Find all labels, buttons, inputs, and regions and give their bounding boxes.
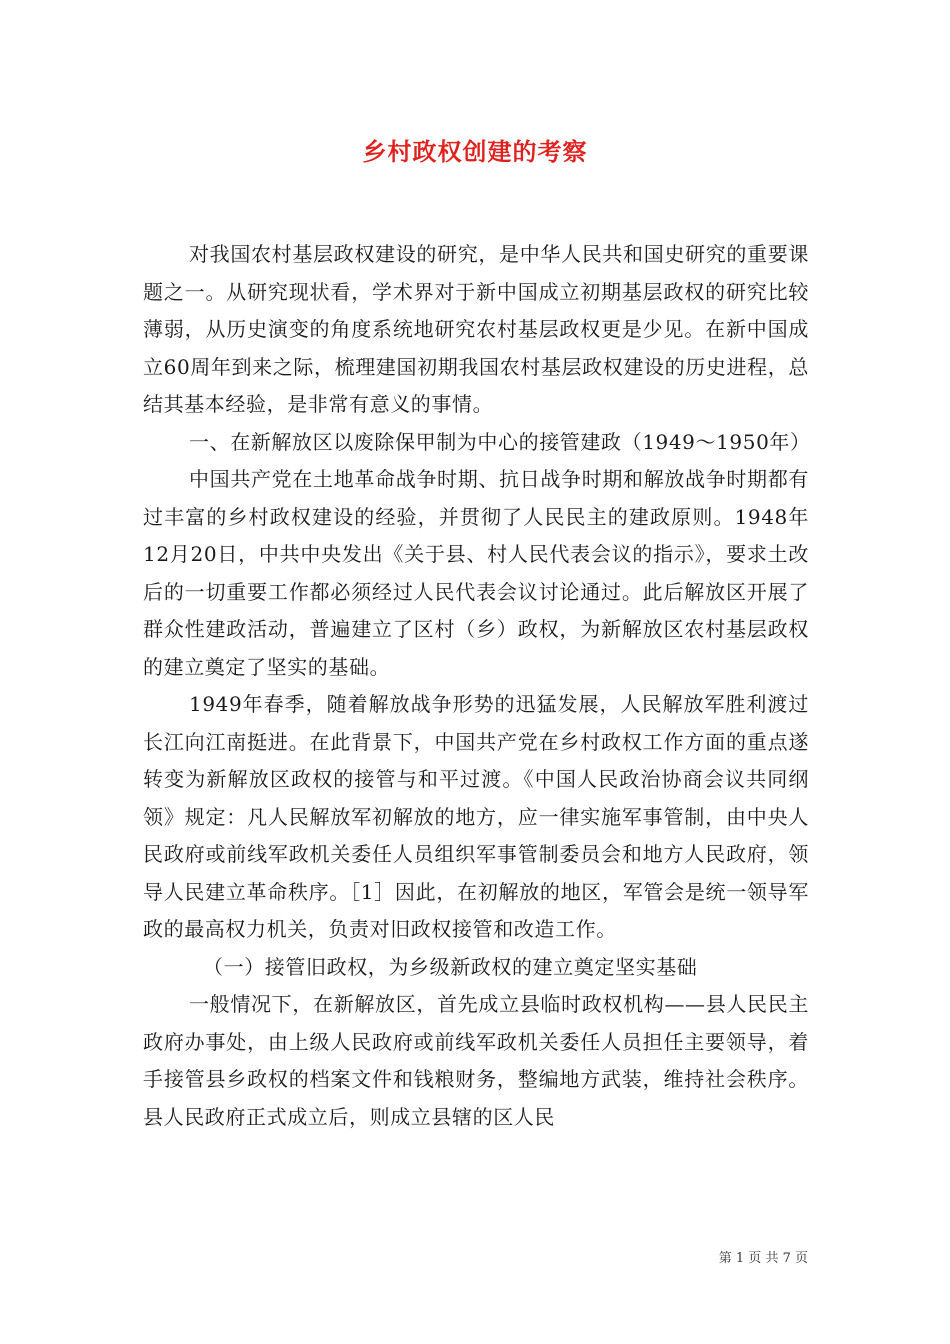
paragraph: 1949年春季，随着解放战争形势的迅猛发展，人民解放军胜利渡过长江向江南挺进。在此背景下，中国共产党在乡村政权工作方面的重点遂转变为新解放区政权的接管与和平过渡。《中国人民政治协商会议共同纲领》规定：凡人民解放军初解放的地方，应一律实施军事管制，由中央人民政府或前线军政机关委任人员组织军事管制委员会和地方人民政府，领导人民建立革命秩序。［1］因此，在初解放的地区，军管会是统一领导军政的最高权力机关，负责对旧政权接管和改造工作。 [143,692,809,941]
document-body [143,236,809,1136]
paragraph: 中国共产党在土地革命战争时期、抗日战争时期和解放战争时期都有过丰富的乡村政权建设的经验，并贯彻了人民民主的建政原则。1948年12月20日，中共中央发出《关于县、村人民代表会议的指示》，要求土改后的一切重要工作都必须经过人民代表会议讨论通过。此后解放区开展了群众性建政活动，普遍建立了区村（乡）政权，为新解放区农村基层政权的建立奠定了坚实的基础。 [143,467,809,679]
paragraph: 一般情况下，在新解放区，首先成立县临时政权机构——县人民民主政府办事处，由上级人民政府或前线军政机关委任人员担任主要领导，着手接管县乡政权的档案文件和钱粮财务，整编地方武装，维持社会秩序。县人民政府正式成立后，则成立县辖的区人民 [143,992,809,1129]
section-heading-1: 一、在新解放区以废除保甲制为中心的接管建政（1949～1950年） [189,429,811,454]
document-title: 乡村政权创建的考察 [362,137,588,166]
paragraph-intro: 对我国农村基层政权建设的研究，是中华人民共和国史研究的重要课题之一。从研究现状看，学术界对于新中国成立初期基层政权的研究比较薄弱，从历史演变的角度系统地研究农村基层政权更是少见。在新中国成立60周年到来之际，梳理建国初期我国农村基层政权建设的历史进程，总结其基本经验，是非常有意义的事情。 [143,242,809,416]
page-number: 第 1 页 共 7 页 [718,1251,808,1266]
subsection-heading-1: （一）接管旧政权，为乡级新政权的建立奠定坚实基础 [203,954,698,979]
